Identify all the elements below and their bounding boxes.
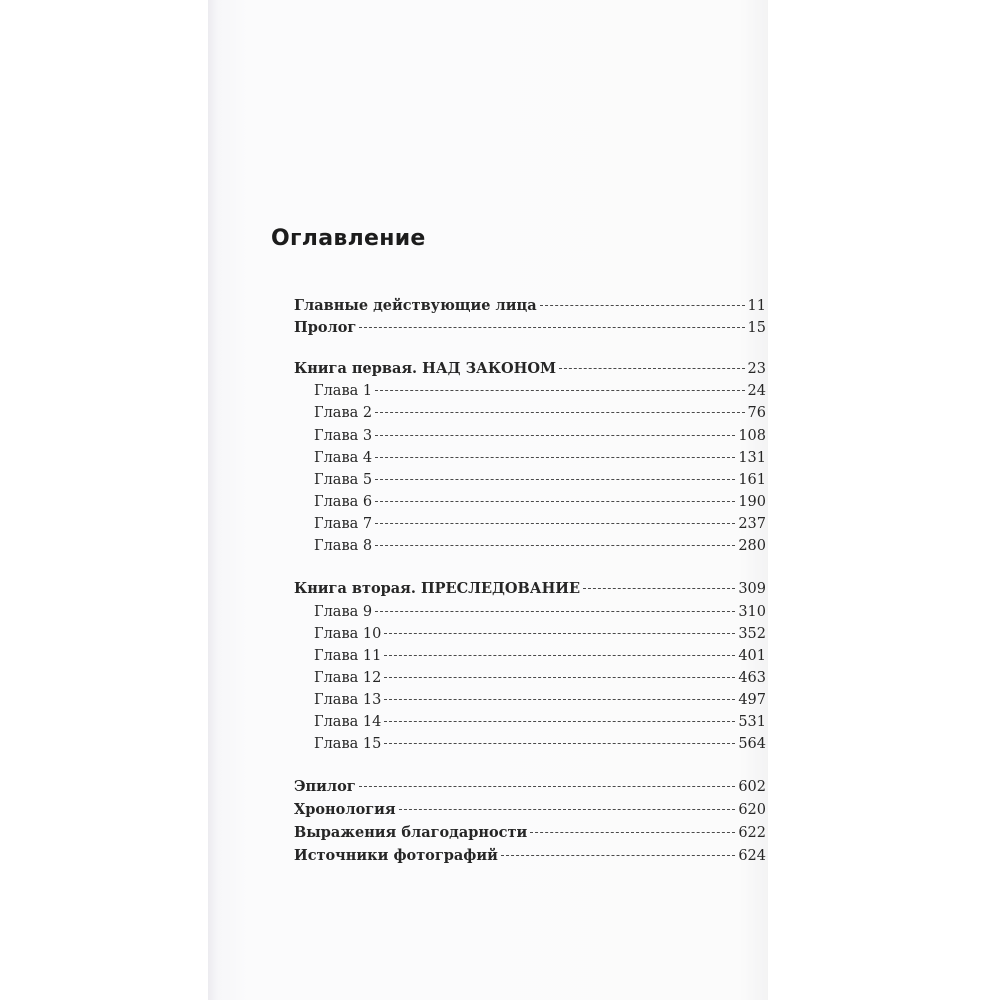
entry-label: Главные действующие лица bbox=[294, 297, 537, 314]
entry-label: Глава 15 bbox=[314, 736, 382, 752]
entry-page-number: 564 bbox=[738, 736, 766, 752]
dotted-leader bbox=[375, 390, 744, 391]
dotted-leader bbox=[375, 545, 735, 546]
entry-label: Пролог bbox=[294, 319, 357, 336]
dotted-leader bbox=[559, 368, 744, 369]
entry-page-number: 531 bbox=[738, 714, 766, 730]
entry-page-number: 620 bbox=[738, 802, 766, 818]
entry-label: Эпилог bbox=[294, 778, 356, 795]
toc-title: Оглавление bbox=[271, 226, 426, 251]
toc-entry-prologue bbox=[294, 319, 766, 336]
entry-label: Глава 2 bbox=[314, 405, 373, 421]
entry-label: Глава 11 bbox=[314, 648, 382, 664]
entry-label: Глава 7 bbox=[314, 516, 373, 532]
toc-entry-chapter-13 bbox=[314, 692, 766, 708]
dotted-leader bbox=[399, 809, 736, 810]
entry-page-number: 310 bbox=[738, 604, 766, 620]
dotted-leader bbox=[540, 305, 745, 306]
entry-page-number: 190 bbox=[738, 494, 766, 510]
dotted-leader bbox=[384, 677, 735, 678]
entry-label: Книга первая. НАД ЗАКОНОМ bbox=[294, 360, 557, 377]
entry-label: Глава 10 bbox=[314, 626, 382, 642]
entry-page-number: 463 bbox=[738, 670, 766, 686]
entry-page-number: 11 bbox=[747, 298, 766, 314]
entry-label: Книга вторая. ПРЕСЛЕДОВАНИЕ bbox=[294, 580, 581, 597]
entry-page-number: 161 bbox=[738, 472, 766, 488]
toc-entry-chapter-10 bbox=[314, 626, 766, 642]
toc-entry-book-one bbox=[294, 360, 766, 377]
entry-page-number: 76 bbox=[747, 405, 766, 421]
dotted-leader bbox=[375, 611, 735, 612]
toc-entry-chapter-5 bbox=[314, 472, 766, 488]
dotted-leader bbox=[359, 786, 736, 787]
dotted-leader bbox=[384, 655, 735, 656]
entry-label: Глава 12 bbox=[314, 670, 382, 686]
toc-entry-acknowledgements bbox=[294, 824, 766, 841]
dotted-leader bbox=[384, 633, 735, 634]
entry-page-number: 108 bbox=[738, 428, 766, 444]
dotted-leader bbox=[375, 412, 744, 413]
entry-page-number: 622 bbox=[738, 825, 766, 841]
entry-label: Глава 3 bbox=[314, 428, 373, 444]
toc-entry-book-two bbox=[294, 580, 766, 597]
entry-label: Глава 5 bbox=[314, 472, 373, 488]
entry-page-number: 401 bbox=[738, 648, 766, 664]
entry-label: Глава 14 bbox=[314, 714, 382, 730]
dotted-leader bbox=[384, 699, 735, 700]
dotted-leader bbox=[583, 588, 735, 589]
dotted-leader bbox=[375, 435, 735, 436]
entry-page-number: 497 bbox=[738, 692, 766, 708]
toc-entry-chapter-11 bbox=[314, 648, 766, 664]
toc-entry-chapter-6 bbox=[314, 494, 766, 510]
entry-label: Источники фотографий bbox=[294, 847, 498, 864]
entry-page-number: 624 bbox=[738, 848, 766, 864]
entry-label: Глава 4 bbox=[314, 450, 373, 466]
toc-entry-chapter-7 bbox=[314, 516, 766, 532]
entry-page-number: 23 bbox=[747, 361, 766, 377]
dotted-leader bbox=[501, 855, 735, 856]
entry-label: Глава 6 bbox=[314, 494, 373, 510]
toc-entry-chapter-8 bbox=[314, 538, 766, 554]
entry-page-number: 280 bbox=[738, 538, 766, 554]
toc-entry-chapter-12 bbox=[314, 670, 766, 686]
toc-entry-epilogue bbox=[294, 778, 766, 795]
entry-page-number: 309 bbox=[738, 581, 766, 597]
entry-label: Выражения благодарности bbox=[294, 824, 528, 841]
entry-label: Глава 1 bbox=[314, 383, 373, 399]
entry-page-number: 24 bbox=[747, 383, 766, 399]
dotted-leader bbox=[359, 327, 744, 328]
toc-entry-chapter-9 bbox=[314, 604, 766, 620]
dotted-leader bbox=[384, 743, 735, 744]
toc-entry-chapter-1 bbox=[314, 383, 766, 399]
toc-entry-chapter-2 bbox=[314, 405, 766, 421]
entry-label: Глава 9 bbox=[314, 604, 373, 620]
toc-entry-chapter-3 bbox=[314, 428, 766, 444]
dotted-leader bbox=[375, 501, 735, 502]
dotted-leader bbox=[530, 832, 735, 833]
dotted-leader bbox=[375, 523, 735, 524]
toc-entry-chapter-14 bbox=[314, 714, 766, 730]
toc-entry-main-characters bbox=[294, 297, 766, 314]
entry-page-number: 602 bbox=[738, 779, 766, 795]
entry-page-number: 352 bbox=[738, 626, 766, 642]
dotted-leader bbox=[384, 721, 735, 722]
toc-entry-photo-sources bbox=[294, 847, 766, 864]
entry-page-number: 237 bbox=[738, 516, 766, 532]
entry-label: Глава 8 bbox=[314, 538, 373, 554]
toc-entry-chapter-4 bbox=[314, 450, 766, 466]
entry-label: Глава 13 bbox=[314, 692, 382, 708]
dotted-leader bbox=[375, 479, 735, 480]
entry-label: Хронология bbox=[294, 801, 396, 818]
entry-page-number: 15 bbox=[747, 320, 766, 336]
toc-entry-chapter-15 bbox=[314, 736, 766, 752]
entry-page-number: 131 bbox=[738, 450, 766, 466]
toc-entry-chronology bbox=[294, 801, 766, 818]
dotted-leader bbox=[375, 457, 735, 458]
